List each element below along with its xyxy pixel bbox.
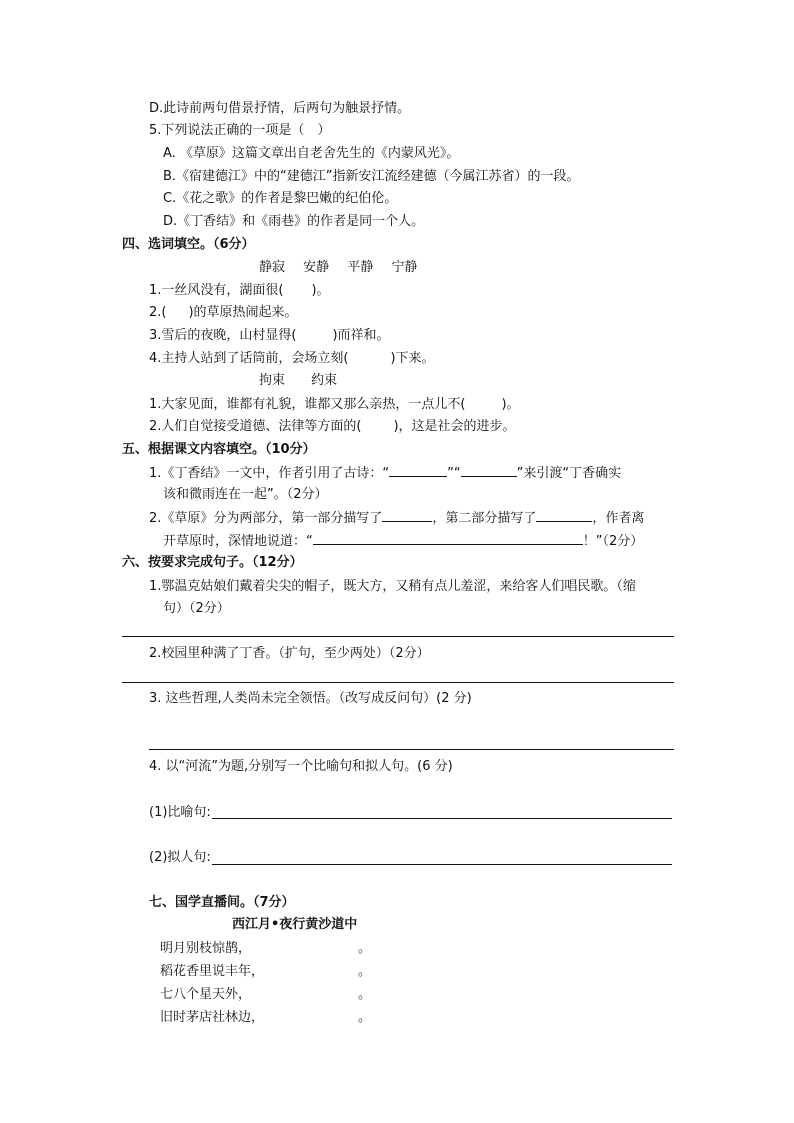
poem-line-text: 七八个星天外， bbox=[160, 987, 252, 1002]
section5-item2-line1 bbox=[149, 509, 644, 528]
answer-line[interactable] bbox=[122, 636, 674, 637]
section6-item1-line2: 句）（2分） bbox=[163, 601, 230, 616]
answer-line[interactable] bbox=[149, 749, 674, 750]
item-text: 开草原时，深情地说道：“ bbox=[163, 534, 313, 549]
poem-line bbox=[160, 940, 251, 958]
item-text: ，第二部分描写了 bbox=[432, 511, 537, 526]
item-text: ”“ bbox=[447, 466, 461, 481]
section6-item4-sub2: (2)拟人句: bbox=[149, 850, 211, 865]
answer-line[interactable] bbox=[122, 682, 674, 683]
section6-item1-line1: 1.鄂温克姑娘们戴着尖尖的帽子，既大方，又稍有点儿羞涩，来给客人们唱民歌。（缩 bbox=[149, 579, 636, 594]
q5-option-d: D.《丁香结》和《雨巷》的作者是同一个人。 bbox=[163, 214, 425, 229]
q5-option-c: C.《花之歌》的作者是黎巴嫩的纪伯伦。 bbox=[163, 191, 398, 206]
word-bank-2-word: 拘束 bbox=[259, 373, 286, 388]
word-bank-1-word: 安静 bbox=[303, 260, 330, 275]
poem-line-end: 。 bbox=[358, 964, 372, 979]
q5-option-a: A. 《草原》这篇文章出自老舍先生的《内蒙风光》。 bbox=[163, 146, 460, 161]
fill-item bbox=[149, 396, 520, 414]
section6-item3: 3. 这些哲理,人类尚未完全领悟。（改写成反问句）(2 分) bbox=[149, 691, 472, 706]
fill-item bbox=[149, 418, 516, 436]
fill-item-text: )下来。 bbox=[390, 351, 435, 366]
fill-item bbox=[149, 304, 298, 322]
item-text: ”来引渡“丁香确实 bbox=[516, 466, 622, 481]
fill-item-text: 2.( bbox=[149, 305, 167, 320]
poem-line-text: 明月别枝惊鹊， bbox=[160, 941, 252, 956]
poem-line-end: 。 bbox=[358, 941, 372, 956]
fill-item-text: 3.雪后的夜晚，山村显得( bbox=[149, 328, 297, 343]
poem-line-text: 稻花香里说丰年， bbox=[160, 964, 265, 979]
section6-item4-sub1: (1)比喻句: bbox=[149, 805, 211, 820]
word-bank-1-word: 宁静 bbox=[391, 260, 418, 275]
answer-blank[interactable] bbox=[536, 509, 592, 522]
fill-item bbox=[149, 327, 390, 345]
answer-blank[interactable] bbox=[461, 464, 517, 477]
poem-line-end: 。 bbox=[358, 1010, 372, 1025]
word-bank-2 bbox=[259, 372, 337, 390]
poem-line bbox=[160, 963, 264, 981]
fill-item-text: )。 bbox=[501, 397, 520, 412]
word-bank-1-word: 平静 bbox=[347, 260, 374, 275]
item-text: ！”（2分） bbox=[582, 534, 644, 549]
answer-blank[interactable] bbox=[389, 464, 447, 477]
poem-title: 西江月•夜行黄沙道中 bbox=[232, 917, 358, 932]
item-text: 2.《草原》分为两部分，第一部分描写了 bbox=[149, 511, 383, 526]
fill-item bbox=[149, 282, 330, 300]
fill-item-text: 4.主持人站到了话筒前，会场立刻( bbox=[149, 351, 349, 366]
poem-line bbox=[160, 1009, 264, 1027]
fill-item-text: 2.人们自觉接受道德、法律等方面的( bbox=[149, 419, 362, 434]
section5-item1-line2: 该和微雨连在一起”。（2分） bbox=[163, 487, 328, 502]
section6-item4: 4. 以“河流”为题,分别写一个比喻句和拟人句。(6 分) bbox=[149, 759, 453, 774]
section6-item2: 2.校园里种满了丁香。（扩句，至少两处）（2分） bbox=[149, 646, 430, 661]
fill-item-text: )的草原热闹起来。 bbox=[188, 305, 298, 320]
section5-item2-line2 bbox=[163, 532, 643, 551]
word-bank-1-word: 静寂 bbox=[259, 260, 286, 275]
fill-item-text: )。 bbox=[311, 283, 330, 298]
poem-line-end: 。 bbox=[358, 987, 372, 1002]
answer-blank[interactable] bbox=[382, 509, 432, 522]
answer-blank[interactable] bbox=[313, 532, 583, 545]
section5-item1-line1 bbox=[149, 464, 621, 483]
answer-line[interactable] bbox=[212, 818, 672, 819]
word-bank-1 bbox=[259, 259, 417, 277]
section5-title: 五、根据课文内容填空。（10分） bbox=[122, 442, 316, 457]
section4-title: 四、选词填空。（6分） bbox=[122, 237, 255, 252]
item-text: 1.《丁香结》一文中，作者引用了古诗：“ bbox=[149, 466, 390, 481]
item-text: ，作者离 bbox=[592, 511, 645, 526]
fill-item-text: 1.大家见面，谁都有礼貌，谁都又那么亲热，一点儿不( bbox=[149, 397, 466, 412]
q5-option-b: B.《宿建德江》中的“建德江”指新安江流经建德（今属江苏省）的一段。 bbox=[163, 169, 580, 184]
q5-stem: 5.下列说法正确的一项是（ ） bbox=[149, 123, 331, 138]
answer-line[interactable] bbox=[212, 864, 672, 865]
fill-item-text: )而祥和。 bbox=[332, 328, 390, 343]
fill-item-text: )，这是社会的进步。 bbox=[393, 419, 516, 434]
prev-option-d: D.此诗前两句借景抒情，后两句为触景抒情。 bbox=[149, 101, 411, 116]
fill-item bbox=[149, 350, 435, 368]
poem-line-text: 旧时茅店社林边， bbox=[160, 1010, 265, 1025]
section7-title: 七、国学直播间。（7分） bbox=[149, 895, 295, 910]
fill-item-text: 1.一丝风没有，湖面很( bbox=[149, 283, 284, 298]
poem-line bbox=[160, 986, 251, 1004]
section6-title: 六、按要求完成句子。（12分） bbox=[122, 555, 303, 570]
word-bank-2-word: 约束 bbox=[311, 373, 338, 388]
